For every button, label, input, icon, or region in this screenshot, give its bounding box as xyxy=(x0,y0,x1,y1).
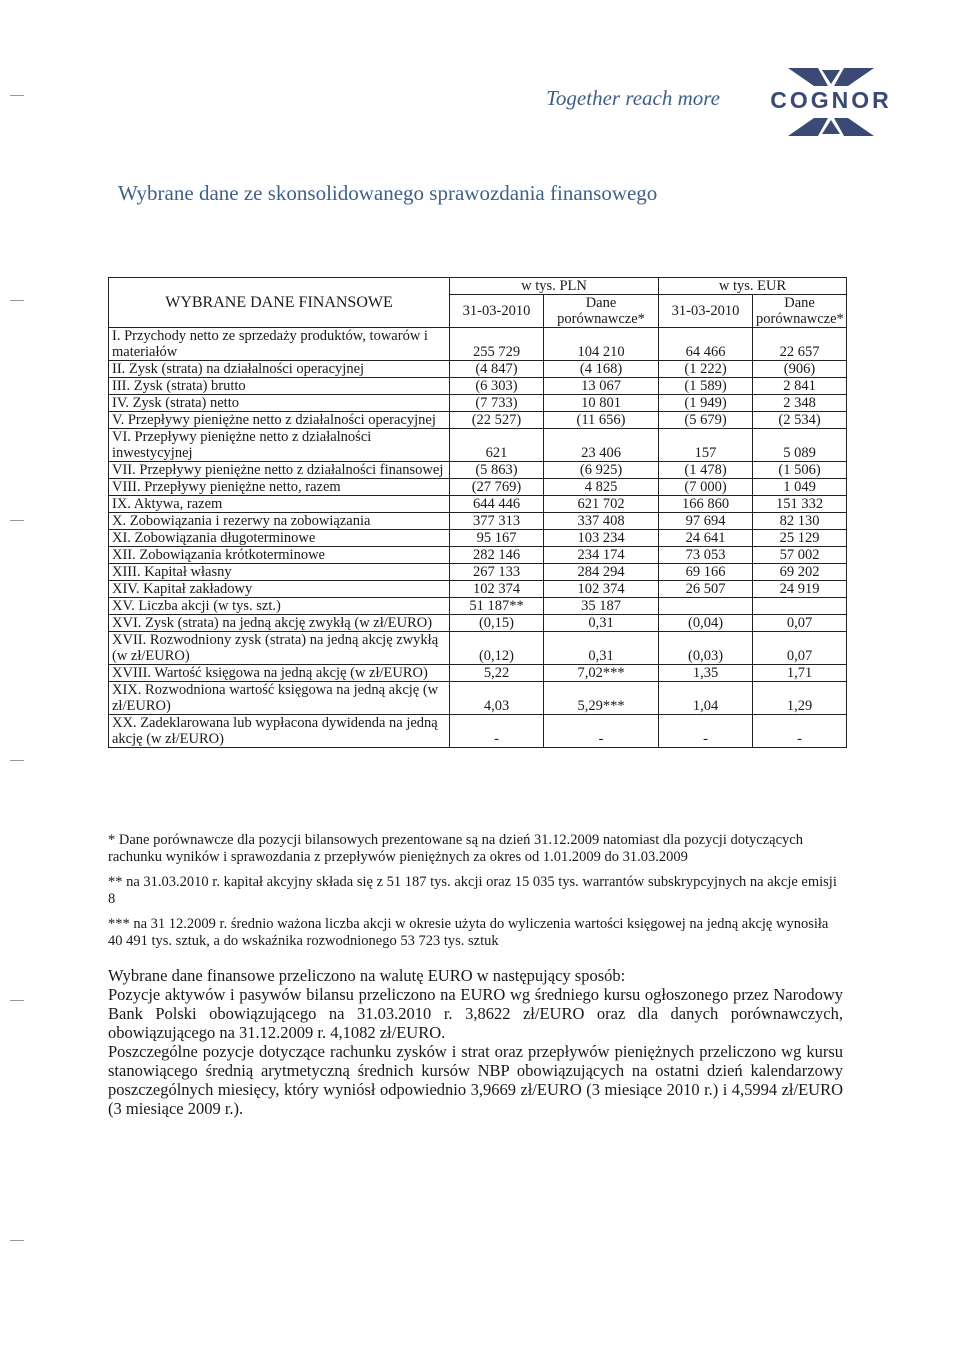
row-value-v2: 104 210 xyxy=(544,328,659,361)
col-comp-eur: Dane porównawcze* xyxy=(753,295,847,328)
row-label: XVII. Rozwodniony zysk (strata) na jedną akcję zwykłą (w zł/EURO) xyxy=(109,632,450,665)
table-body xyxy=(109,328,847,748)
table-row xyxy=(109,581,847,598)
row-value-v1: 255 729 xyxy=(450,328,544,361)
row-value-v4: (2 534) xyxy=(753,412,847,429)
row-label: VII. Przepływy pieniężne netto z działalności finansowej xyxy=(109,462,450,479)
row-label: VI. Przepływy pieniężne netto z działalności inwestycyjnej xyxy=(109,429,450,462)
scan-margin-mark xyxy=(10,520,24,521)
row-label: XIII. Kapitał własny xyxy=(109,564,450,581)
row-value-v1: 377 313 xyxy=(450,513,544,530)
row-value-v2: 337 408 xyxy=(544,513,659,530)
financial-data-table xyxy=(108,277,847,748)
row-value-v2: 103 234 xyxy=(544,530,659,547)
row-label: V. Przepływy pieniężne netto z działalności operacyjnej xyxy=(109,412,450,429)
row-label: I. Przychody netto ze sprzedaży produktów, towarów i materiałów xyxy=(109,328,450,361)
row-value-v4: 1,71 xyxy=(753,665,847,682)
row-value-v4: (906) xyxy=(753,361,847,378)
row-value-v3: 26 507 xyxy=(659,581,753,598)
row-value-v3: (0,03) xyxy=(659,632,753,665)
row-value-v2: 0,31 xyxy=(544,615,659,632)
table-row xyxy=(109,378,847,395)
row-value-v2: 13 067 xyxy=(544,378,659,395)
table-row xyxy=(109,632,847,665)
row-value-v3: 166 860 xyxy=(659,496,753,513)
table-row xyxy=(109,328,847,361)
row-value-v3: (1 478) xyxy=(659,462,753,479)
row-label: XV. Liczba akcji (w tys. szt.) xyxy=(109,598,450,615)
row-value-v2: (11 656) xyxy=(544,412,659,429)
col-date-pln: 31-03-2010 xyxy=(450,295,544,328)
row-value-v3: 1,35 xyxy=(659,665,753,682)
table-row xyxy=(109,462,847,479)
row-value-v2: (6 925) xyxy=(544,462,659,479)
row-value-v1: - xyxy=(450,715,544,748)
row-label: XIX. Rozwodniona wartość księgowa na jedną akcję (w zł/EURO) xyxy=(109,682,450,715)
row-value-v3: 1,04 xyxy=(659,682,753,715)
row-label: XX. Zadeklarowana lub wypłacona dywidenda na jedną akcję (w zł/EURO) xyxy=(109,715,450,748)
row-value-v2: 102 374 xyxy=(544,581,659,598)
conversion-income: Poszczególne pozycje dotyczące rachunku zysków i strat oraz przepływów pieniężnych przeliczono wg kursu stanowiącego średnią arytmetyczną średnich kursów NBP obowiązujących na ostatni dzień kalendarzowy poszczególnych miesięcy, który wyniósł odpowiednio 3,9669 zł/EURO (3 miesiące 2010 r.) i 4,5994 zł/EURO (3 miesiące 2009 r.). xyxy=(108,1042,843,1118)
row-value-v3: 73 053 xyxy=(659,547,753,564)
row-value-v1: 102 374 xyxy=(450,581,544,598)
row-label: IX. Aktywa, razem xyxy=(109,496,450,513)
footnote-3: *** na 31 12.2009 r. średnio ważona liczba akcji w okresie użyta do wyliczenia wartości księgowej na jedną akcję wynosiła 40 491 tys. sztuk, a do wskaźnika rozwodnionego 53 723 tys. sztuk xyxy=(108,916,829,949)
row-value-v2: 7,02*** xyxy=(544,665,659,682)
row-label: IV. Zysk (strata) netto xyxy=(109,395,450,412)
row-value-v1: 95 167 xyxy=(450,530,544,547)
page-title: Wybrane dane ze skonsolidowanego sprawozdania finansowego xyxy=(118,181,658,205)
row-value-v4: 1 049 xyxy=(753,479,847,496)
row-value-v3 xyxy=(659,598,753,615)
row-value-v1: (0,12) xyxy=(450,632,544,665)
row-value-v4: 24 919 xyxy=(753,581,847,598)
row-label: VIII. Przepływy pieniężne netto, razem xyxy=(109,479,450,496)
row-value-v1: (6 303) xyxy=(450,378,544,395)
footnotes xyxy=(108,832,843,958)
row-label: XVIII. Wartość księgowa na jedną akcję (w zł/EURO) xyxy=(109,665,450,682)
row-value-v1: (4 847) xyxy=(450,361,544,378)
row-value-v3: 97 694 xyxy=(659,513,753,530)
row-value-v4: 25 129 xyxy=(753,530,847,547)
row-value-v4: 2 841 xyxy=(753,378,847,395)
row-value-v4: 69 202 xyxy=(753,564,847,581)
row-value-v4: 22 657 xyxy=(753,328,847,361)
row-value-v4: (1 506) xyxy=(753,462,847,479)
row-value-v3: - xyxy=(659,715,753,748)
cognor-logo xyxy=(770,66,892,138)
table-row xyxy=(109,361,847,378)
table-row xyxy=(109,479,847,496)
row-value-v1: (5 863) xyxy=(450,462,544,479)
row-label: XII. Zobowiązania krótkoterminowe xyxy=(109,547,450,564)
row-label: II. Zysk (strata) na działalności operacyjnej xyxy=(109,361,450,378)
col-comp-pln: Dane porównawcze* xyxy=(544,295,659,328)
row-label: X. Zobowiązania i rezerwy na zobowiązania xyxy=(109,513,450,530)
row-value-v4: 151 332 xyxy=(753,496,847,513)
row-value-v4: 57 002 xyxy=(753,547,847,564)
row-value-v4: 5 089 xyxy=(753,429,847,462)
row-value-v4: 0,07 xyxy=(753,615,847,632)
table-row xyxy=(109,412,847,429)
row-label: XIV. Kapitał zakładowy xyxy=(109,581,450,598)
row-value-v1: 5,22 xyxy=(450,665,544,682)
row-value-v4: - xyxy=(753,715,847,748)
row-value-v1: (22 527) xyxy=(450,412,544,429)
footnote-1: * Dane porównawcze dla pozycji bilansowych prezentowane są na dzień 31.12.2009 natomiast dla pozycji dotyczących rachunku wyników i sprawozdania z przepływów pieniężnych za okres od 1.01.2009 do 31.03.2009 xyxy=(108,832,803,865)
table-row xyxy=(109,715,847,748)
row-value-v3: 24 641 xyxy=(659,530,753,547)
table-row xyxy=(109,615,847,632)
row-value-v1: 282 146 xyxy=(450,547,544,564)
row-value-v2: 35 187 xyxy=(544,598,659,615)
table-row xyxy=(109,598,847,615)
row-value-v3: 69 166 xyxy=(659,564,753,581)
row-value-v1: 621 xyxy=(450,429,544,462)
row-value-v2: 5,29*** xyxy=(544,682,659,715)
scan-margin-mark xyxy=(10,300,24,301)
row-value-v2: 234 174 xyxy=(544,547,659,564)
row-value-v1: (7 733) xyxy=(450,395,544,412)
row-label: XVI. Zysk (strata) na jedną akcję zwykłą (w zł/EURO) xyxy=(109,615,450,632)
row-value-v3: (7 000) xyxy=(659,479,753,496)
row-value-v1: (0,15) xyxy=(450,615,544,632)
row-value-v4: 2 348 xyxy=(753,395,847,412)
row-value-v2: - xyxy=(544,715,659,748)
row-value-v4: 82 130 xyxy=(753,513,847,530)
scan-margin-mark xyxy=(10,1000,24,1001)
conversion-intro: Wybrane dane finansowe przeliczono na walutę EURO w następujący sposób: xyxy=(108,966,626,985)
currency-pln-header: w tys. PLN xyxy=(450,278,659,295)
table-row xyxy=(109,496,847,513)
logo-text: COGNOR xyxy=(770,87,892,113)
row-value-v2: 4 825 xyxy=(544,479,659,496)
row-value-v2: 23 406 xyxy=(544,429,659,462)
row-value-v2: 10 801 xyxy=(544,395,659,412)
row-value-v3: (1 589) xyxy=(659,378,753,395)
row-label: III. Zysk (strata) brutto xyxy=(109,378,450,395)
table-row xyxy=(109,395,847,412)
row-value-v1: 51 187** xyxy=(450,598,544,615)
table-row xyxy=(109,564,847,581)
row-value-v3: 64 466 xyxy=(659,328,753,361)
row-value-v1: (27 769) xyxy=(450,479,544,496)
table-row xyxy=(109,682,847,715)
table-row xyxy=(109,429,847,462)
scan-margin-mark xyxy=(10,95,24,96)
table-row xyxy=(109,547,847,564)
table-row xyxy=(109,530,847,547)
row-value-v4: 1,29 xyxy=(753,682,847,715)
row-value-v3: (5 679) xyxy=(659,412,753,429)
row-value-v3: (1 222) xyxy=(659,361,753,378)
conversion-balance: Pozycje aktywów i pasywów bilansu przeliczono na EURO wg średniego kursu ogłoszonego przez Narodowy Bank Polski obowiązującego na 31.03.2010 r. 3,8622 zł/EURO oraz dla danych porównawczych, obowiązującego na 31.12.2009 r. 4,1082 zł/EURO. xyxy=(108,985,843,1042)
row-value-v2: (4 168) xyxy=(544,361,659,378)
row-value-v3: 157 xyxy=(659,429,753,462)
company-slogan: Together reach more xyxy=(546,86,720,110)
row-label: XI. Zobowiązania długoterminowe xyxy=(109,530,450,547)
row-value-v4: 0,07 xyxy=(753,632,847,665)
footnote-2: ** na 31.03.2010 r. kapitał akcyjny składa się z 51 187 tys. akcji oraz 15 035 tys. warrantów subskrypcyjnych na akcje emisji 8 xyxy=(108,874,837,907)
scan-margin-mark xyxy=(10,760,24,761)
table-row xyxy=(109,513,847,530)
scan-margin-mark xyxy=(10,1240,24,1241)
row-value-v2: 284 294 xyxy=(544,564,659,581)
row-value-v3: (0,04) xyxy=(659,615,753,632)
table-label-header: WYBRANE DANE FINANSOWE xyxy=(109,278,450,328)
row-value-v2: 0,31 xyxy=(544,632,659,665)
table-row xyxy=(109,665,847,682)
currency-eur-header: w tys. EUR xyxy=(659,278,847,295)
col-date-eur: 31-03-2010 xyxy=(659,295,753,328)
row-value-v3: (1 949) xyxy=(659,395,753,412)
row-value-v1: 267 133 xyxy=(450,564,544,581)
conversion-explanation xyxy=(108,966,843,1118)
row-value-v1: 4,03 xyxy=(450,682,544,715)
row-value-v1: 644 446 xyxy=(450,496,544,513)
row-value-v2: 621 702 xyxy=(544,496,659,513)
row-value-v4 xyxy=(753,598,847,615)
